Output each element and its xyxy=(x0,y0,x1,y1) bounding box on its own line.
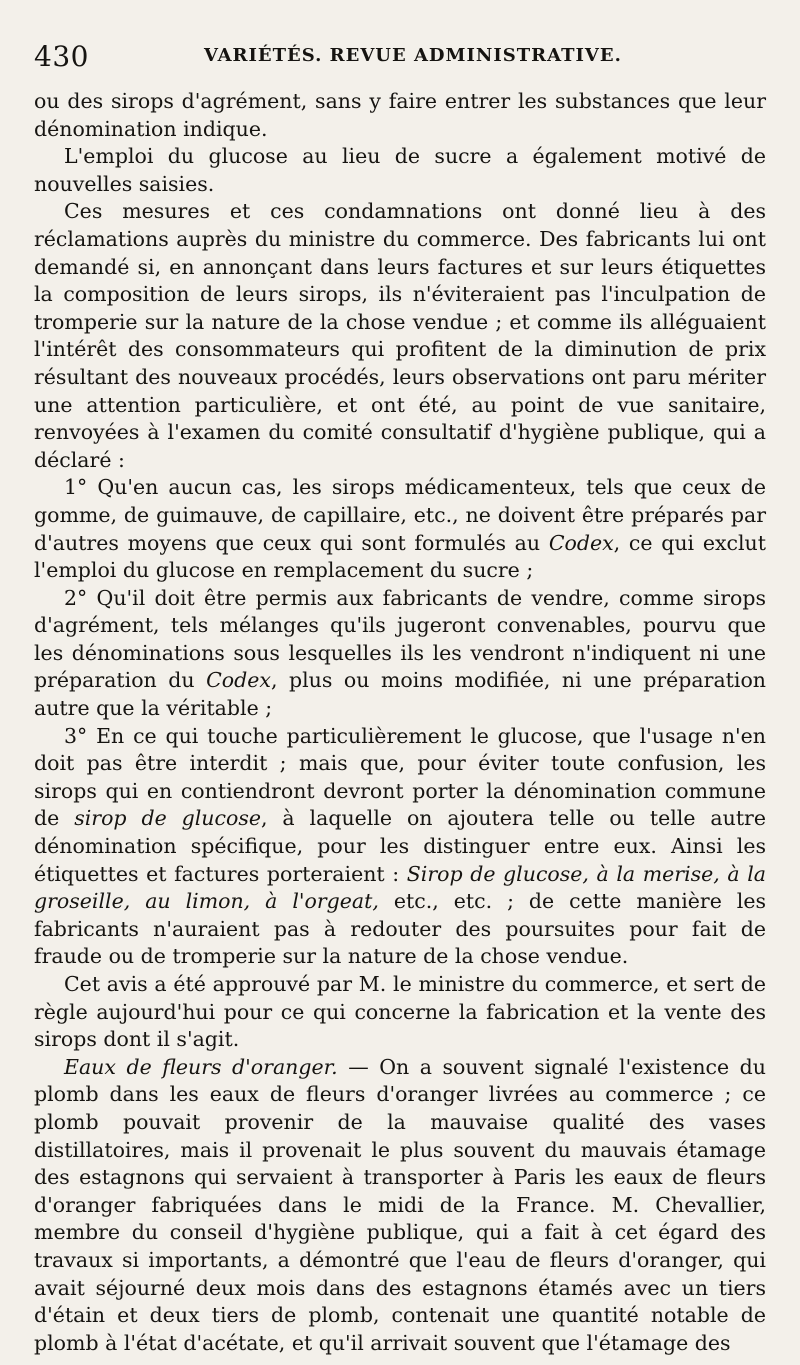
codex-reference: Codex xyxy=(206,668,271,693)
section-title-eaux-de-fleurs: Eaux de fleurs d'oranger. xyxy=(64,1054,338,1079)
paragraph-6 xyxy=(34,723,766,971)
paragraph-4-text-b: , ce qui exclut l'emploi du glucose en remplacement du sucre ; xyxy=(34,530,766,583)
paragraph-5 xyxy=(34,585,766,723)
paragraph-7: Cet avis a été approuvé par M. le ministre du commerce, et sert de règle aujourd'hui pour ce qui concerne la fabrication et la vente des sirops dont il s'agit. xyxy=(34,972,766,1052)
paragraph-8 xyxy=(34,1054,766,1358)
paragraph-8-text: — On a souvent signalé l'existence du plomb dans les eaux de fleurs d'oranger livrées au commerce ; ce plomb pouvait provenir de la mauvaise qualité des vases distillatoires, mais il provenait le plus souvent du mauvais étamage des estagnons qui servaient à transporter à Paris les eaux de fleurs d'oranger fabriquées dans le midi de la France. M. Chevallier, membre du conseil d'hygiène publique, qui a fait à cet égard des travaux si importants, a démontré que l'eau de fleurs d'oranger, qui avait séjourné deux mois dans des estagnons étamés avec un tiers d'étain et deux tiers de plomb, contenait une quantité notable de plomb à l'état d'acétate, et qu'il arrivait souvent que l'étamage des xyxy=(34,1054,766,1355)
page-header xyxy=(34,40,766,76)
paragraph-3: Ces mesures et ces condamnations ont donné lieu à des réclamations auprès du ministre du commerce. Des fabricants lui ont demandé si, en annonçant dans leurs factures et sur leurs étiquettes la composition de leurs sirops, ils n'éviteraient pas l'inculpation de tromperie sur la nature de la chose vendue ; et comme ils alléguaient l'intérêt des consommateurs qui profitent de la diminution de prix résultant des nouveaux procédés, leurs observations ont paru mériter une attention particulière, et ont été, au point de vue sanitaire, renvoyées à l'examen du comité consultatif d'hygiène publique, qui a déclaré : xyxy=(34,199,766,472)
italic-term-sirop-de-glucose: sirop de glucose xyxy=(74,806,261,831)
paragraph-1: ou des sirops d'agrément, sans y faire entrer les substances que leur dénomination indique. xyxy=(34,89,766,141)
paragraph-2: L'emploi du glucose au lieu de sucre a également motivé de nouvelles saisies. xyxy=(34,144,766,196)
body-text xyxy=(34,88,766,1357)
page-number: 430 xyxy=(34,40,89,73)
paragraph-6-text-c: etc., etc. ; de cette manière les fabricants n'auraient pas à redouter des poursuites pour fait de fraude ou de tromperie sur la nature de la chose vendue. xyxy=(34,889,766,969)
paragraph-5-text-b: , plus ou moins modifiée, ni une préparation autre que la véritable ; xyxy=(34,668,767,721)
paragraph-6-text-a: 3° En ce qui touche particulièrement le glucose, que l'usage n'en doit pas être interdit ; mais que, pour éviter toute confusion, les sirops qui en contiendront devront porter la dénomination commune de xyxy=(34,723,766,831)
running-head: VARIÉTÉS. REVUE ADMINISTRATIVE. xyxy=(204,45,622,66)
codex-reference: Codex xyxy=(548,530,614,555)
paragraph-6-text-b: , à laquelle on ajoutera telle ou telle autre dénomination spécifique, pour les distinguer entre eux. Ainsi les étiquettes et factures porteraient : xyxy=(34,806,766,886)
paragraph-5-text-a: 2° Qu'il doit être permis aux fabricants de vendre, comme sirops d'agrément, tels mélanges qu'ils jugeront convenables, pourvu que les dénominations sous lesquelles ils les vendront n'indiquent ni une préparation du xyxy=(34,585,766,693)
italic-label-examples: Sirop de glucose, à la merise, à la groseille, au limon, à l'orgeat, xyxy=(34,861,767,914)
paragraph-4 xyxy=(34,474,766,584)
paragraph-4-text-a: 1° Qu'en aucun cas, les sirops médicamenteux, tels que ceux de gomme, de guimauve, de capillaire, etc., ne doivent être préparés par d'autres moyens que ceux qui sont formulés au xyxy=(34,475,766,555)
